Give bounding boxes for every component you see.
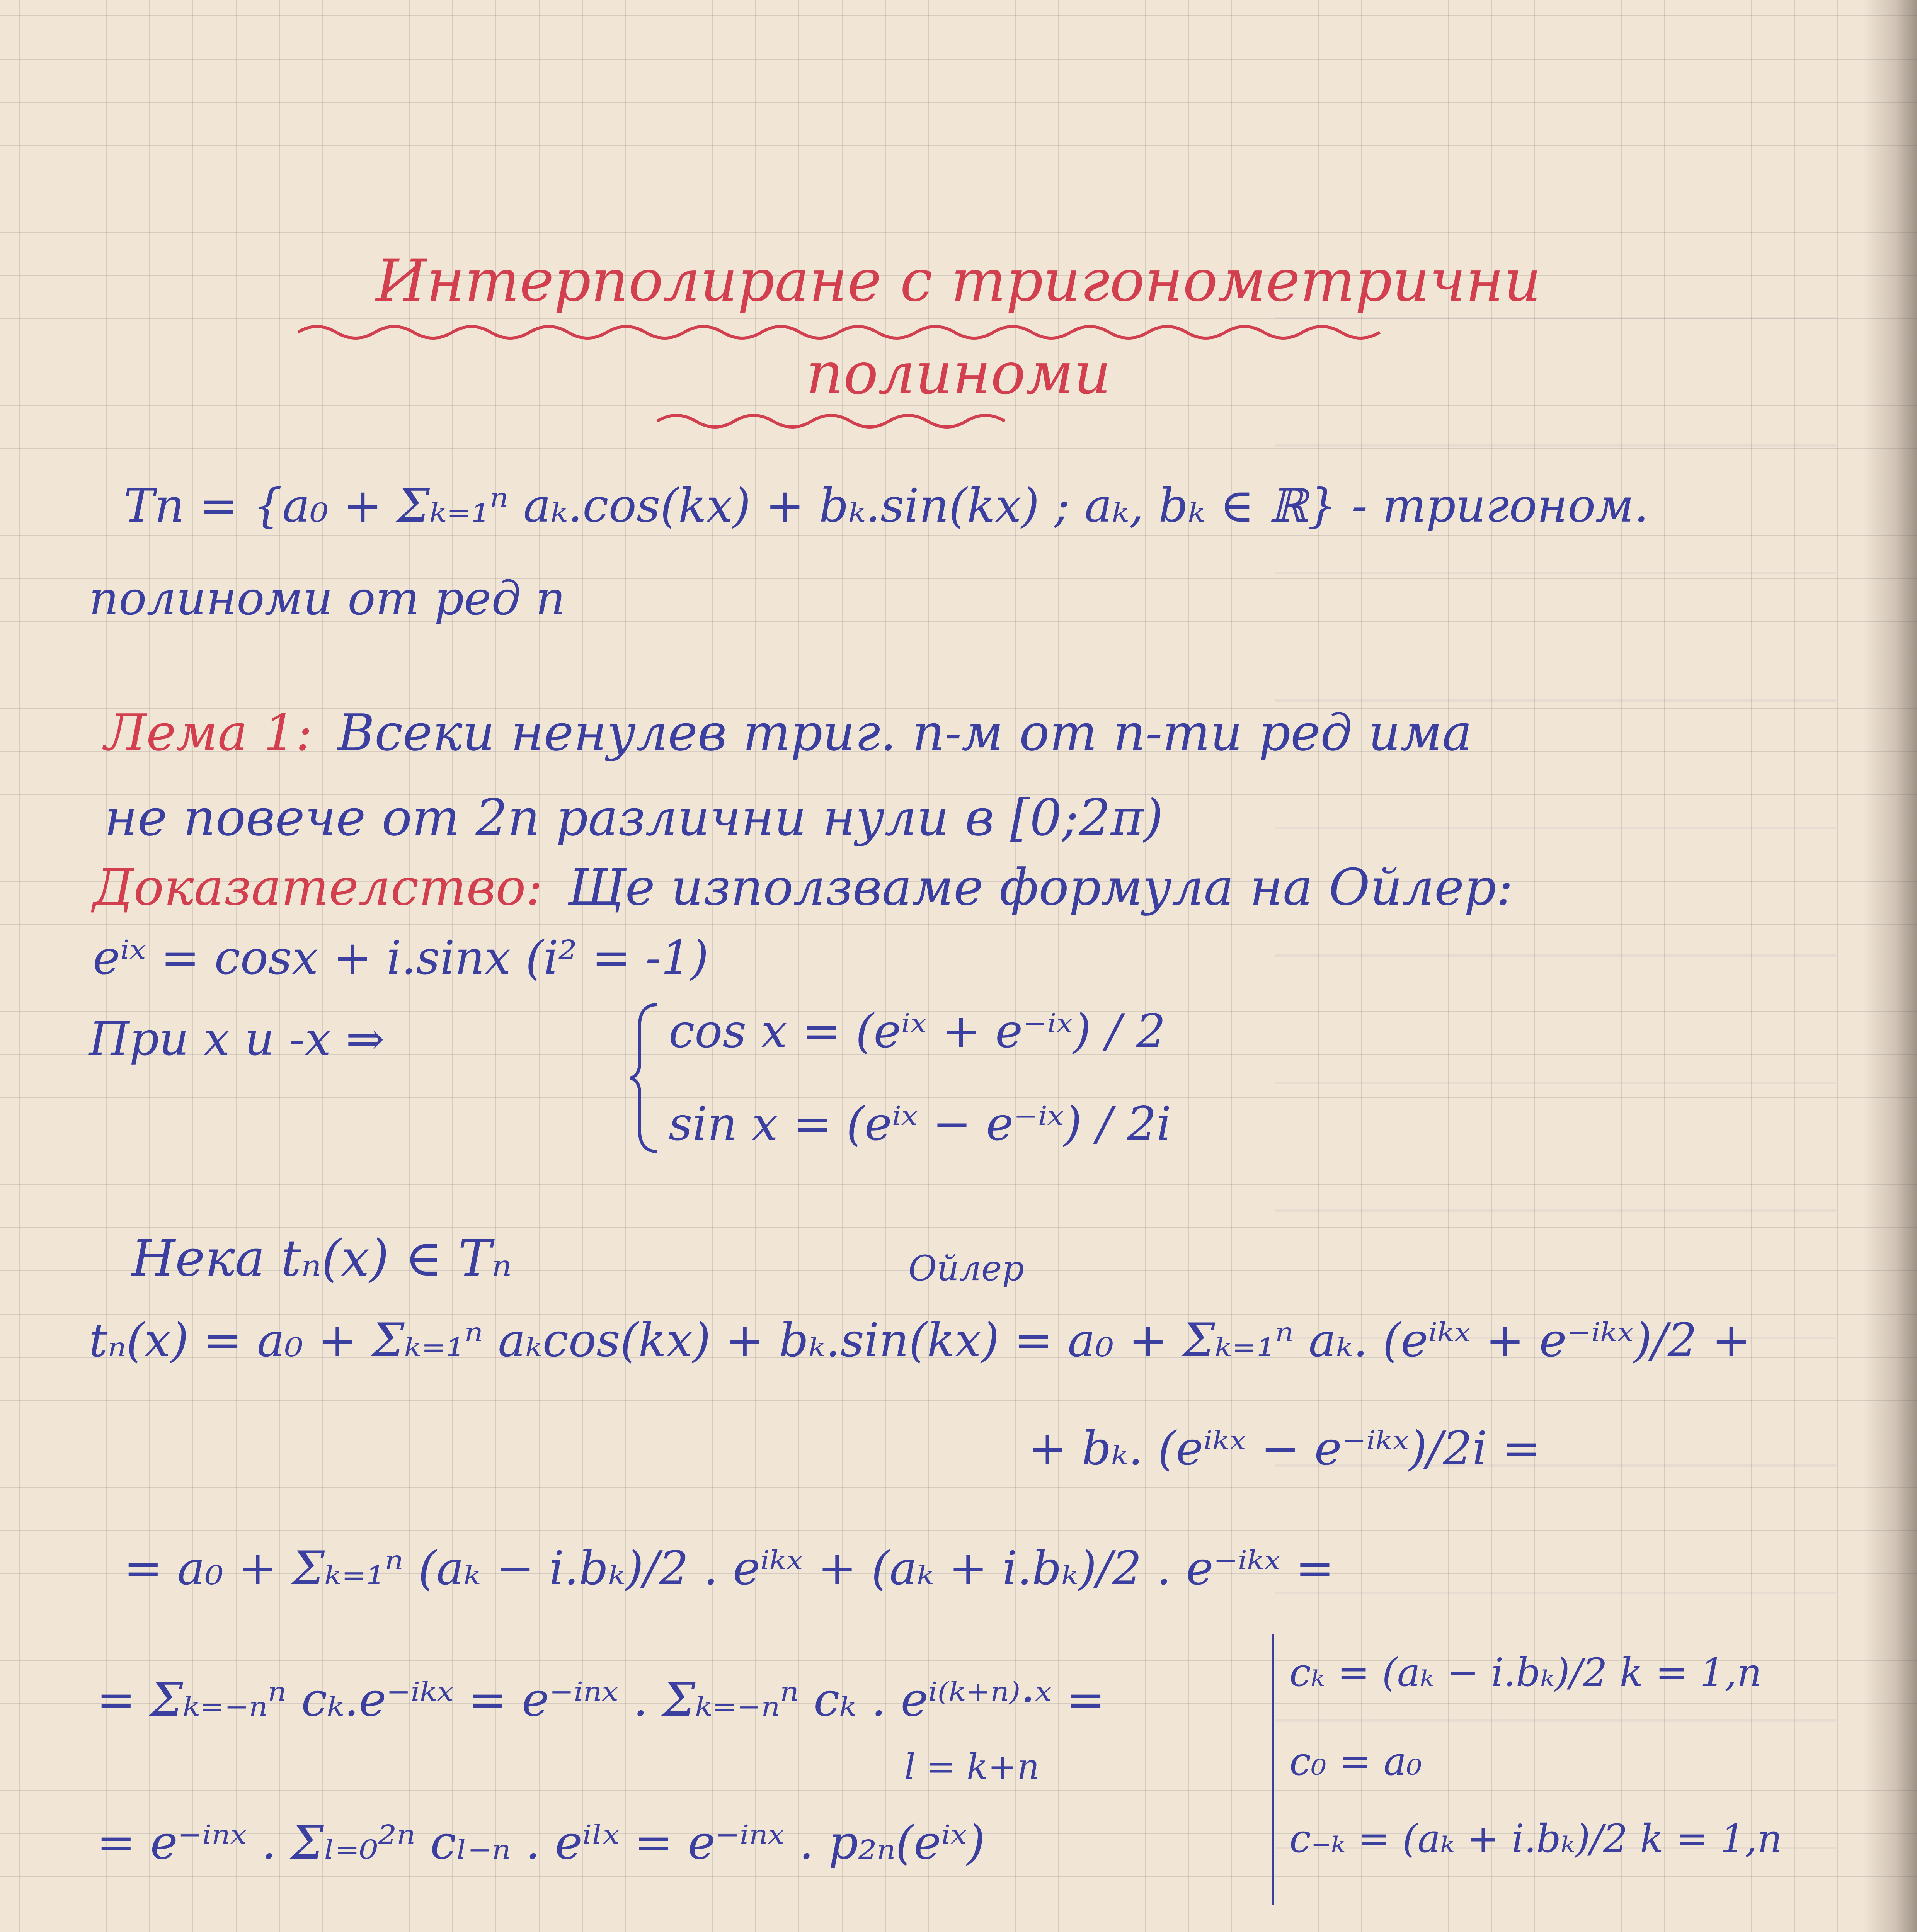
index-substitution: l = k+n — [904, 1747, 1040, 1787]
euler-formula: eⁱˣ = cosx + i.sinx (i² = -1) — [93, 931, 709, 985]
equation-3: = a₀ + Σₖ₌₁ⁿ (aₖ − i.bₖ)/2 . eⁱᵏˣ + (aₖ + i.bₖ)/2 . e⁻ⁱᵏˣ = — [124, 1542, 1335, 1595]
cos-euler: cos x = (eⁱˣ + e⁻ⁱˣ) / 2 — [669, 1005, 1166, 1058]
lemma-text-1: Всеки ненулев триг. п-м от n-ти ред има — [337, 703, 1472, 762]
t-expansion-2: + bₖ. (eⁱᵏˣ − e⁻ⁱᵏˣ)/2i = — [1028, 1422, 1541, 1476]
definition-continuation: полиноми от ред n — [89, 572, 565, 626]
coef-ck: cₖ = (aₖ − i.bₖ)/2 k = 1,n — [1289, 1650, 1762, 1695]
title-underline-2 — [657, 410, 1024, 433]
lemma-line-1 — [104, 703, 1472, 762]
proof-label: Доказателство: — [93, 858, 543, 917]
coefficients-box — [1272, 1634, 1815, 1905]
let-statement: Нека tₙ(x) ∈ Tₙ — [131, 1229, 512, 1287]
lemma-text-2: не повече от 2n различни нули в [0;2π) — [104, 788, 1163, 847]
at-x-text: При x и -x ⇒ — [89, 1012, 385, 1066]
t-expansion: tₙ(x) = a₀ + Σₖ₌₁ⁿ aₖcos(kx) + bₖ.sin(kx) = a₀ + Σₖ₌₁ⁿ aₖ. (eⁱᵏˣ + e⁻ⁱᵏˣ)/2 + — [89, 1314, 1751, 1367]
title-line-1: Интерполиране с тригонометрични — [376, 247, 1541, 315]
proof-intro: Ще използваме формула на Ойлер: — [568, 858, 1514, 917]
euler-tag: Ойлер — [908, 1248, 1024, 1289]
equation-4: = Σₖ₌₋ₙⁿ cₖ.e⁻ⁱᵏˣ = e⁻ⁱⁿˣ . Σₖ₌₋ₙⁿ cₖ . eⁱ⁽ᵏ⁺ⁿ⁾·ˣ = — [97, 1673, 1105, 1727]
lemma-label: Лема 1: — [104, 703, 313, 762]
proof-line-1 — [93, 858, 1513, 917]
equation-5: = e⁻ⁱⁿˣ . Σₗ₌₀²ⁿ cₗ₋ₙ . eⁱˡˣ = e⁻ⁱⁿˣ . p₂ₙ(eⁱˣ) — [97, 1816, 985, 1870]
coef-c0: c₀ = a₀ — [1289, 1739, 1422, 1784]
coef-c-minus-k: c₋ₖ = (aₖ + i.bₖ)/2 k = 1,n — [1289, 1816, 1783, 1861]
title-line-2: полиноми — [806, 340, 1111, 407]
sin-euler: sin x = (eⁱˣ − e⁻ⁱˣ) / 2i — [669, 1097, 1171, 1151]
system-brace — [626, 1001, 661, 1155]
definition-formula: Tn = {a₀ + Σₖ₌₁ⁿ aₖ.cos(kx) + bₖ.sin(kx) ; aₖ, bₖ ∈ ℝ} - тригоном. — [124, 479, 1649, 533]
